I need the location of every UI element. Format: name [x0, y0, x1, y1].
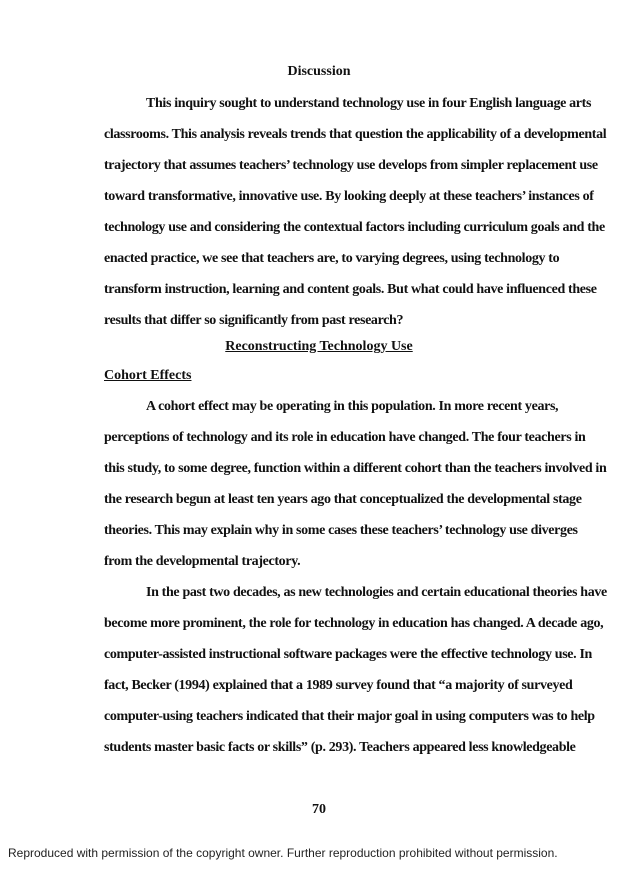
page-number: 70 [312, 802, 326, 817]
paragraph-2-line: the research begun at least ten years ago that conceptualized the developmental stage [104, 492, 582, 507]
paragraph-2-line: perceptions of technology and its role in education have changed. The four teachers in [104, 430, 586, 445]
paragraph-1-line: trajectory that assumes teachers’ technology use develops from simpler replacement use [104, 158, 598, 173]
reproduction-notice: Reproduced with permission of the copyright owner. Further reproduction prohibited without permission. [8, 846, 558, 860]
section-title: Discussion [287, 64, 351, 79]
paragraph-3-line: become more prominent, the role for technology in education has changed. A decade ago, [104, 616, 604, 631]
paragraph-3-line: In the past two decades, as new technologies and certain educational theories have [146, 585, 607, 600]
paragraph-3-line: computer-using teachers indicated that their major goal in using computers was to help [104, 709, 595, 724]
paragraph-2-line: A cohort effect may be operating in this population. In more recent years, [146, 399, 559, 414]
paragraph-1-line: enacted practice, we see that teachers are, to varying degrees, using technology to [104, 251, 560, 266]
paragraph-3-line: fact, Becker (1994) explained that a 1989 survey found that “a majority of surveyed [104, 678, 573, 693]
paragraph-1-line: This inquiry sought to understand technology use in four English language arts [146, 96, 592, 111]
paragraph-2-line: theories. This may explain why in some cases these teachers’ technology use diverges [104, 523, 578, 538]
paragraph-1-line: technology use and considering the contextual factors including curriculum goals and the [104, 220, 605, 235]
paragraph-1-line: classrooms. This analysis reveals trends that question the applicability of a developmental [104, 127, 607, 142]
paragraph-3-line: students master basic facts or skills” (p. 293). Teachers appeared less knowledgeable [104, 740, 576, 755]
paragraph-1-line: results that differ so significantly from past research? [104, 313, 404, 328]
paragraph-1-line: toward transformative, innovative use. By looking deeply at these teachers’ instances of [104, 189, 594, 204]
subsection-title: Reconstructing Technology Use [225, 339, 413, 354]
paragraph-2-line: this study, to some degree, function within a different cohort than the teachers involved in [104, 461, 607, 476]
subheading: Cohort Effects [104, 368, 192, 383]
paragraph-1-line: transform instruction, learning and content goals. But what could have influenced these [104, 282, 597, 297]
paragraph-2-line: from the developmental trajectory. [104, 554, 301, 569]
paragraph-3-line: computer-assisted instructional software packages were the effective technology use. In [104, 647, 592, 662]
